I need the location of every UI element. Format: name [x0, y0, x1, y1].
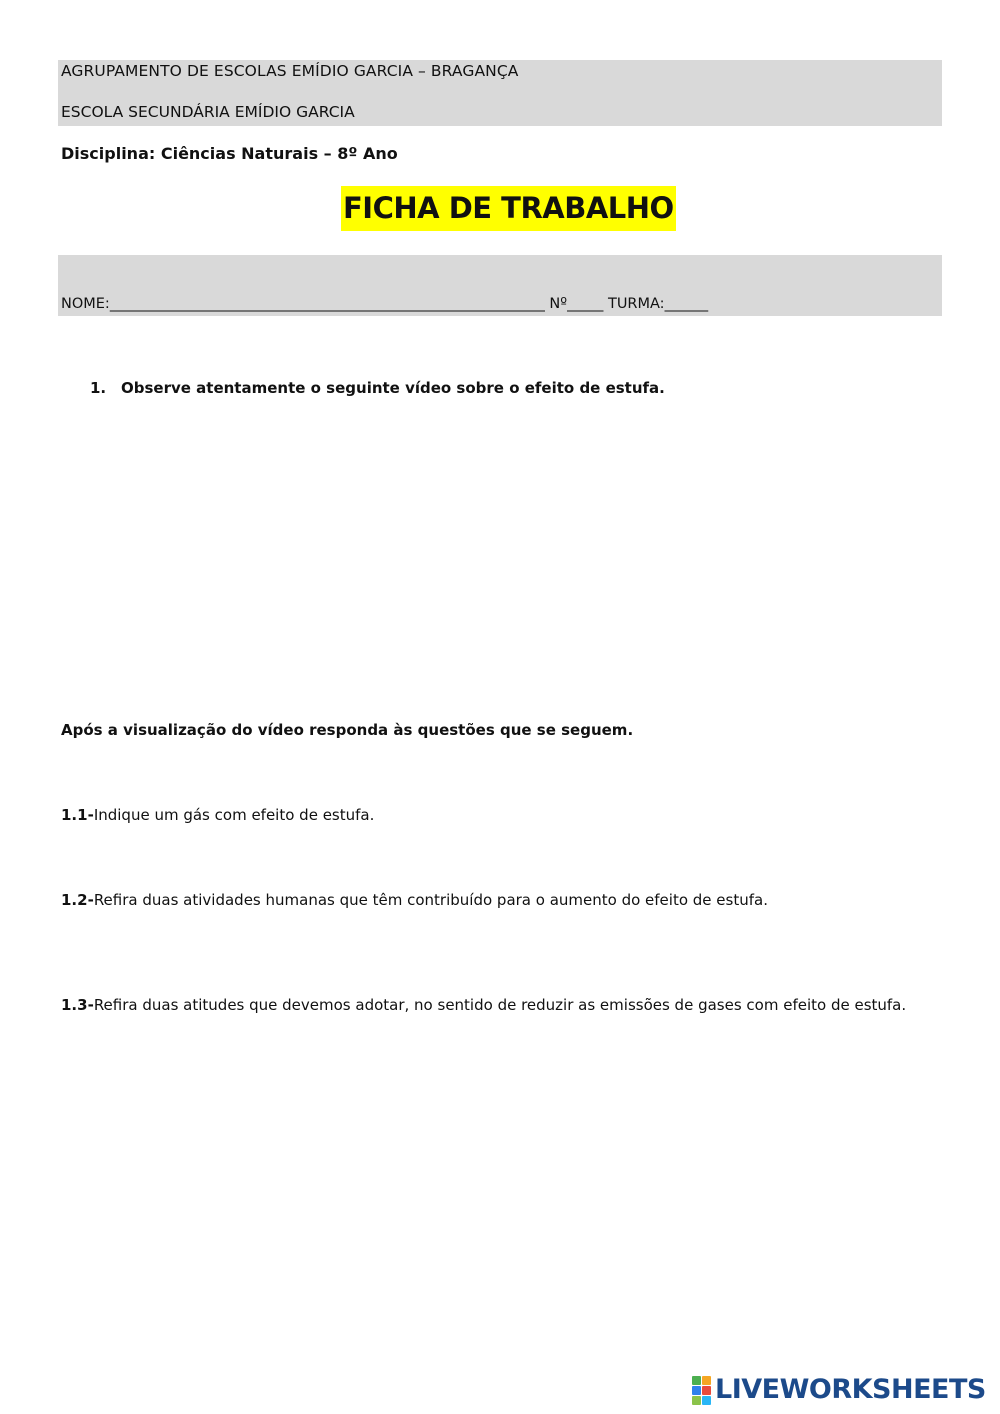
school-name: ESCOLA SECUNDÁRIA EMÍDIO GARCIA: [61, 103, 355, 121]
question-1: [90, 378, 665, 398]
liveworksheets-logo[interactable]: [692, 1375, 986, 1405]
question-1-number: 1.: [90, 379, 107, 397]
question-1-3-number: 1.3-: [61, 996, 94, 1014]
logo-tile: [702, 1396, 711, 1405]
logo-tiles-icon: [692, 1376, 711, 1405]
question-1-3-text: Refira duas atitudes que devemos adotar, no sentido de reduzir as emissões de gases com efeito de estufa.: [93, 996, 907, 1014]
school-group-name: AGRUPAMENTO DE ESCOLAS EMÍDIO GARCIA – BRAGANÇA: [61, 62, 519, 80]
logo-tile: [702, 1376, 711, 1385]
student-info-fields[interactable]: NOME:____________________________________________________________ Nº_____ TURMA:______: [61, 296, 709, 312]
question-1-1-text: Indique um gás com efeito de estufa.: [93, 806, 375, 824]
question-1-2-number: 1.2-: [61, 891, 94, 909]
instruction-text: Após a visualização do vídeo responda às questões que se seguem.: [61, 721, 634, 739]
logo-tile: [692, 1376, 701, 1385]
page-title: FICHA DE TRABALHO: [341, 186, 676, 231]
question-1-text: Observe atentamente o seguinte vídeo sobre o efeito de estufa.: [121, 379, 665, 397]
question-1-1: [61, 805, 374, 825]
question-1-1-number: 1.1-: [61, 806, 94, 824]
logo-text: LIVEWORKSHEETS: [715, 1374, 986, 1405]
logo-tile: [692, 1396, 701, 1405]
question-1-2: [61, 890, 768, 910]
logo-tile: [692, 1386, 701, 1395]
logo-tile: [702, 1386, 711, 1395]
question-1-3: [61, 995, 906, 1015]
discipline-label: Disciplina: Ciências Naturais – 8º Ano: [61, 144, 398, 163]
question-1-2-text: Refira duas atividades humanas que têm contribuído para o aumento do efeito de estufa.: [93, 891, 768, 909]
